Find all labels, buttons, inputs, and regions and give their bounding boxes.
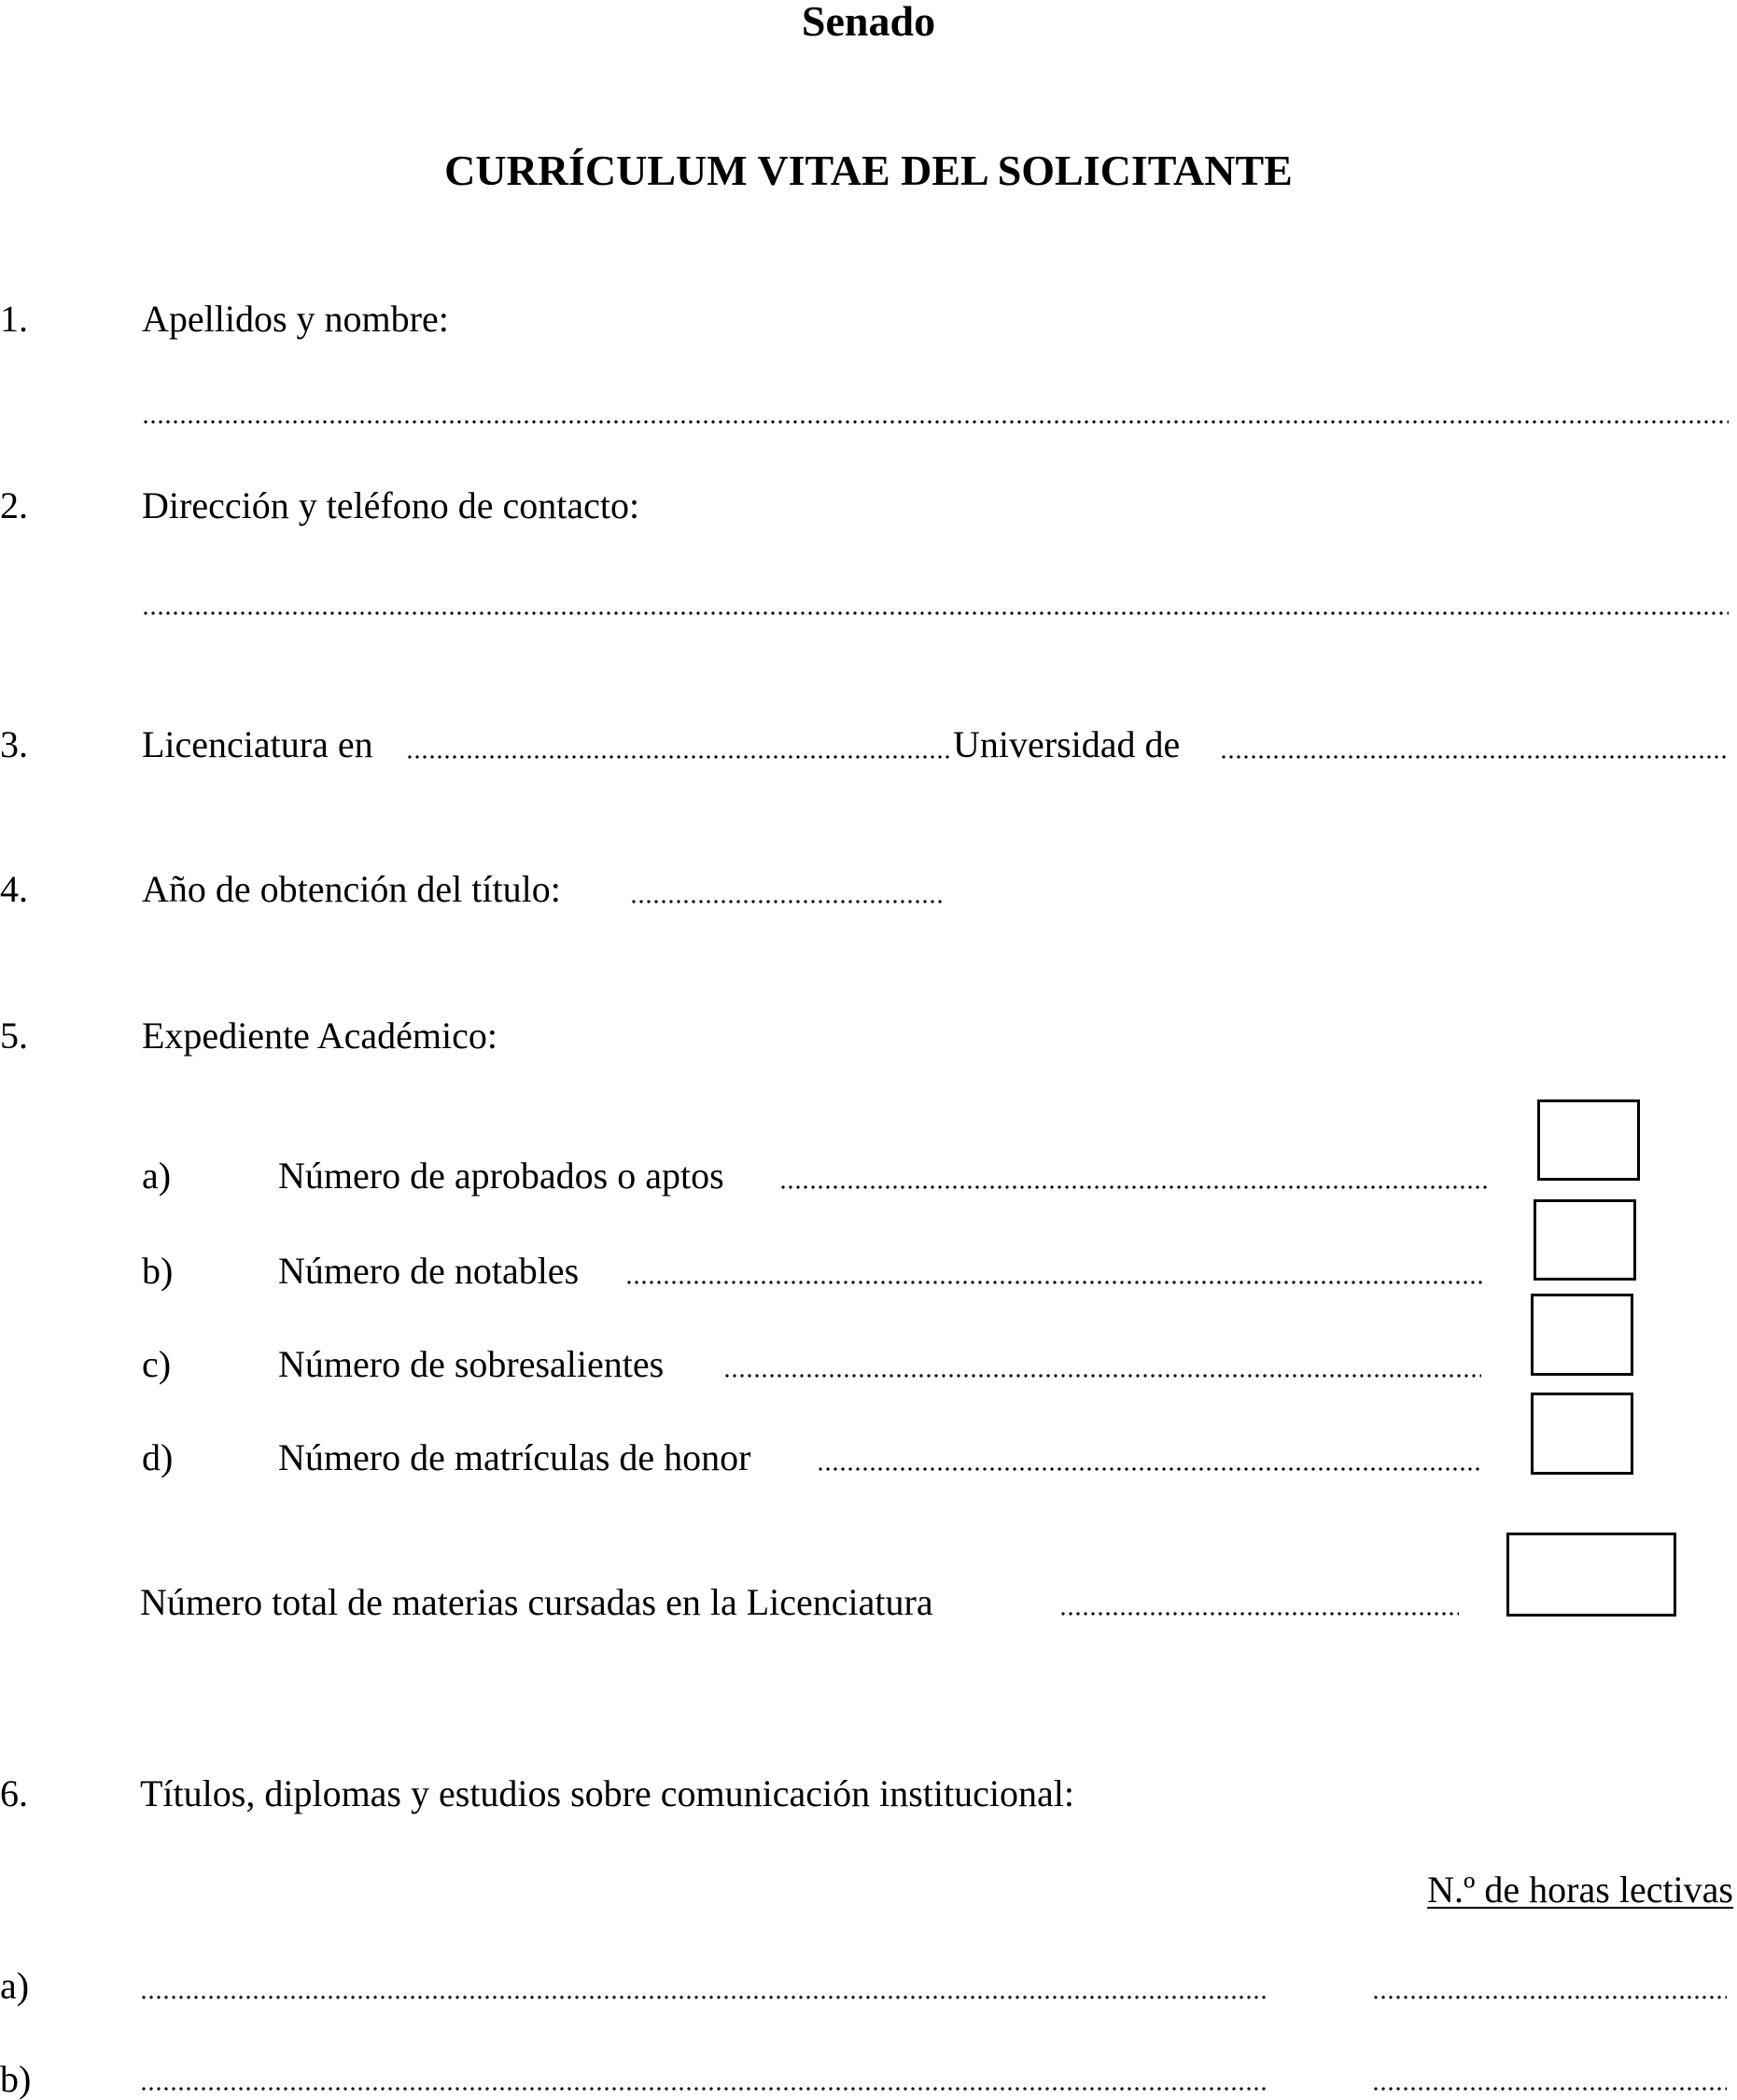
approved-count-box[interactable] [1537, 1099, 1640, 1181]
honor-label: Número de matrículas de honor [278, 1436, 751, 1478]
section-number: 5. [0, 1015, 28, 1057]
institution-name: Senado [801, 0, 936, 45]
contact-input-line[interactable] [142, 611, 1729, 615]
sobresalientes-leader [723, 1374, 1481, 1378]
name-label: Apellidos y nombre: [142, 298, 449, 340]
item-letter: c) [142, 1343, 172, 1385]
total-subjects-box[interactable] [1506, 1533, 1676, 1617]
notables-leader [625, 1281, 1486, 1284]
section-number: 2. [0, 484, 28, 526]
section-number: 1. [0, 298, 28, 340]
hours-input-line[interactable] [1372, 1995, 1727, 1999]
approved-leader [779, 1185, 1489, 1189]
sobresalientes-label: Número de sobresalientes [278, 1343, 665, 1385]
academic-record-label: Expediente Académico: [142, 1015, 497, 1057]
row-letter: b) [0, 2058, 32, 2100]
hours-input-line[interactable] [1372, 2087, 1727, 2091]
item-letter: d) [142, 1436, 174, 1478]
total-leader [1059, 1612, 1459, 1616]
hours-column-header: N.º de horas lectivas [1427, 1869, 1733, 1911]
year-label: Año de obtención del título: [142, 868, 561, 910]
name-input-line[interactable] [142, 420, 1729, 424]
section-number: 4. [0, 868, 28, 910]
contact-label: Dirección y teléfono de contacto: [142, 484, 640, 526]
total-subjects-label: Número total de materias cursadas en la Licenciatura [140, 1581, 933, 1623]
titles-label: Títulos, diplomas y estudios sobre comunicación institucional: [140, 1772, 1074, 1814]
honor-leader [817, 1467, 1481, 1471]
degree-label: Licenciatura en [142, 723, 373, 765]
year-input-line[interactable] [630, 900, 946, 903]
university-label: Universidad de [953, 723, 1181, 765]
notables-label: Número de notables [278, 1250, 580, 1292]
approved-label: Número de aprobados o aptos [278, 1155, 724, 1197]
notables-count-box[interactable] [1534, 1199, 1636, 1281]
page-title: CURRÍCULUM VITAE DEL SOLICITANTE [444, 147, 1293, 194]
title-input-line[interactable] [140, 2087, 1269, 2091]
row-letter: a) [0, 1965, 30, 2007]
item-letter: b) [142, 1250, 174, 1292]
honor-count-box[interactable] [1531, 1393, 1633, 1475]
university-input-line[interactable] [1220, 755, 1729, 759]
section-number: 6. [0, 1772, 28, 1814]
item-letter: a) [142, 1155, 172, 1197]
section-number: 3. [0, 723, 28, 765]
sobresalientes-count-box[interactable] [1531, 1294, 1633, 1376]
title-input-line[interactable] [140, 1995, 1269, 1999]
degree-input-line[interactable] [406, 755, 949, 759]
